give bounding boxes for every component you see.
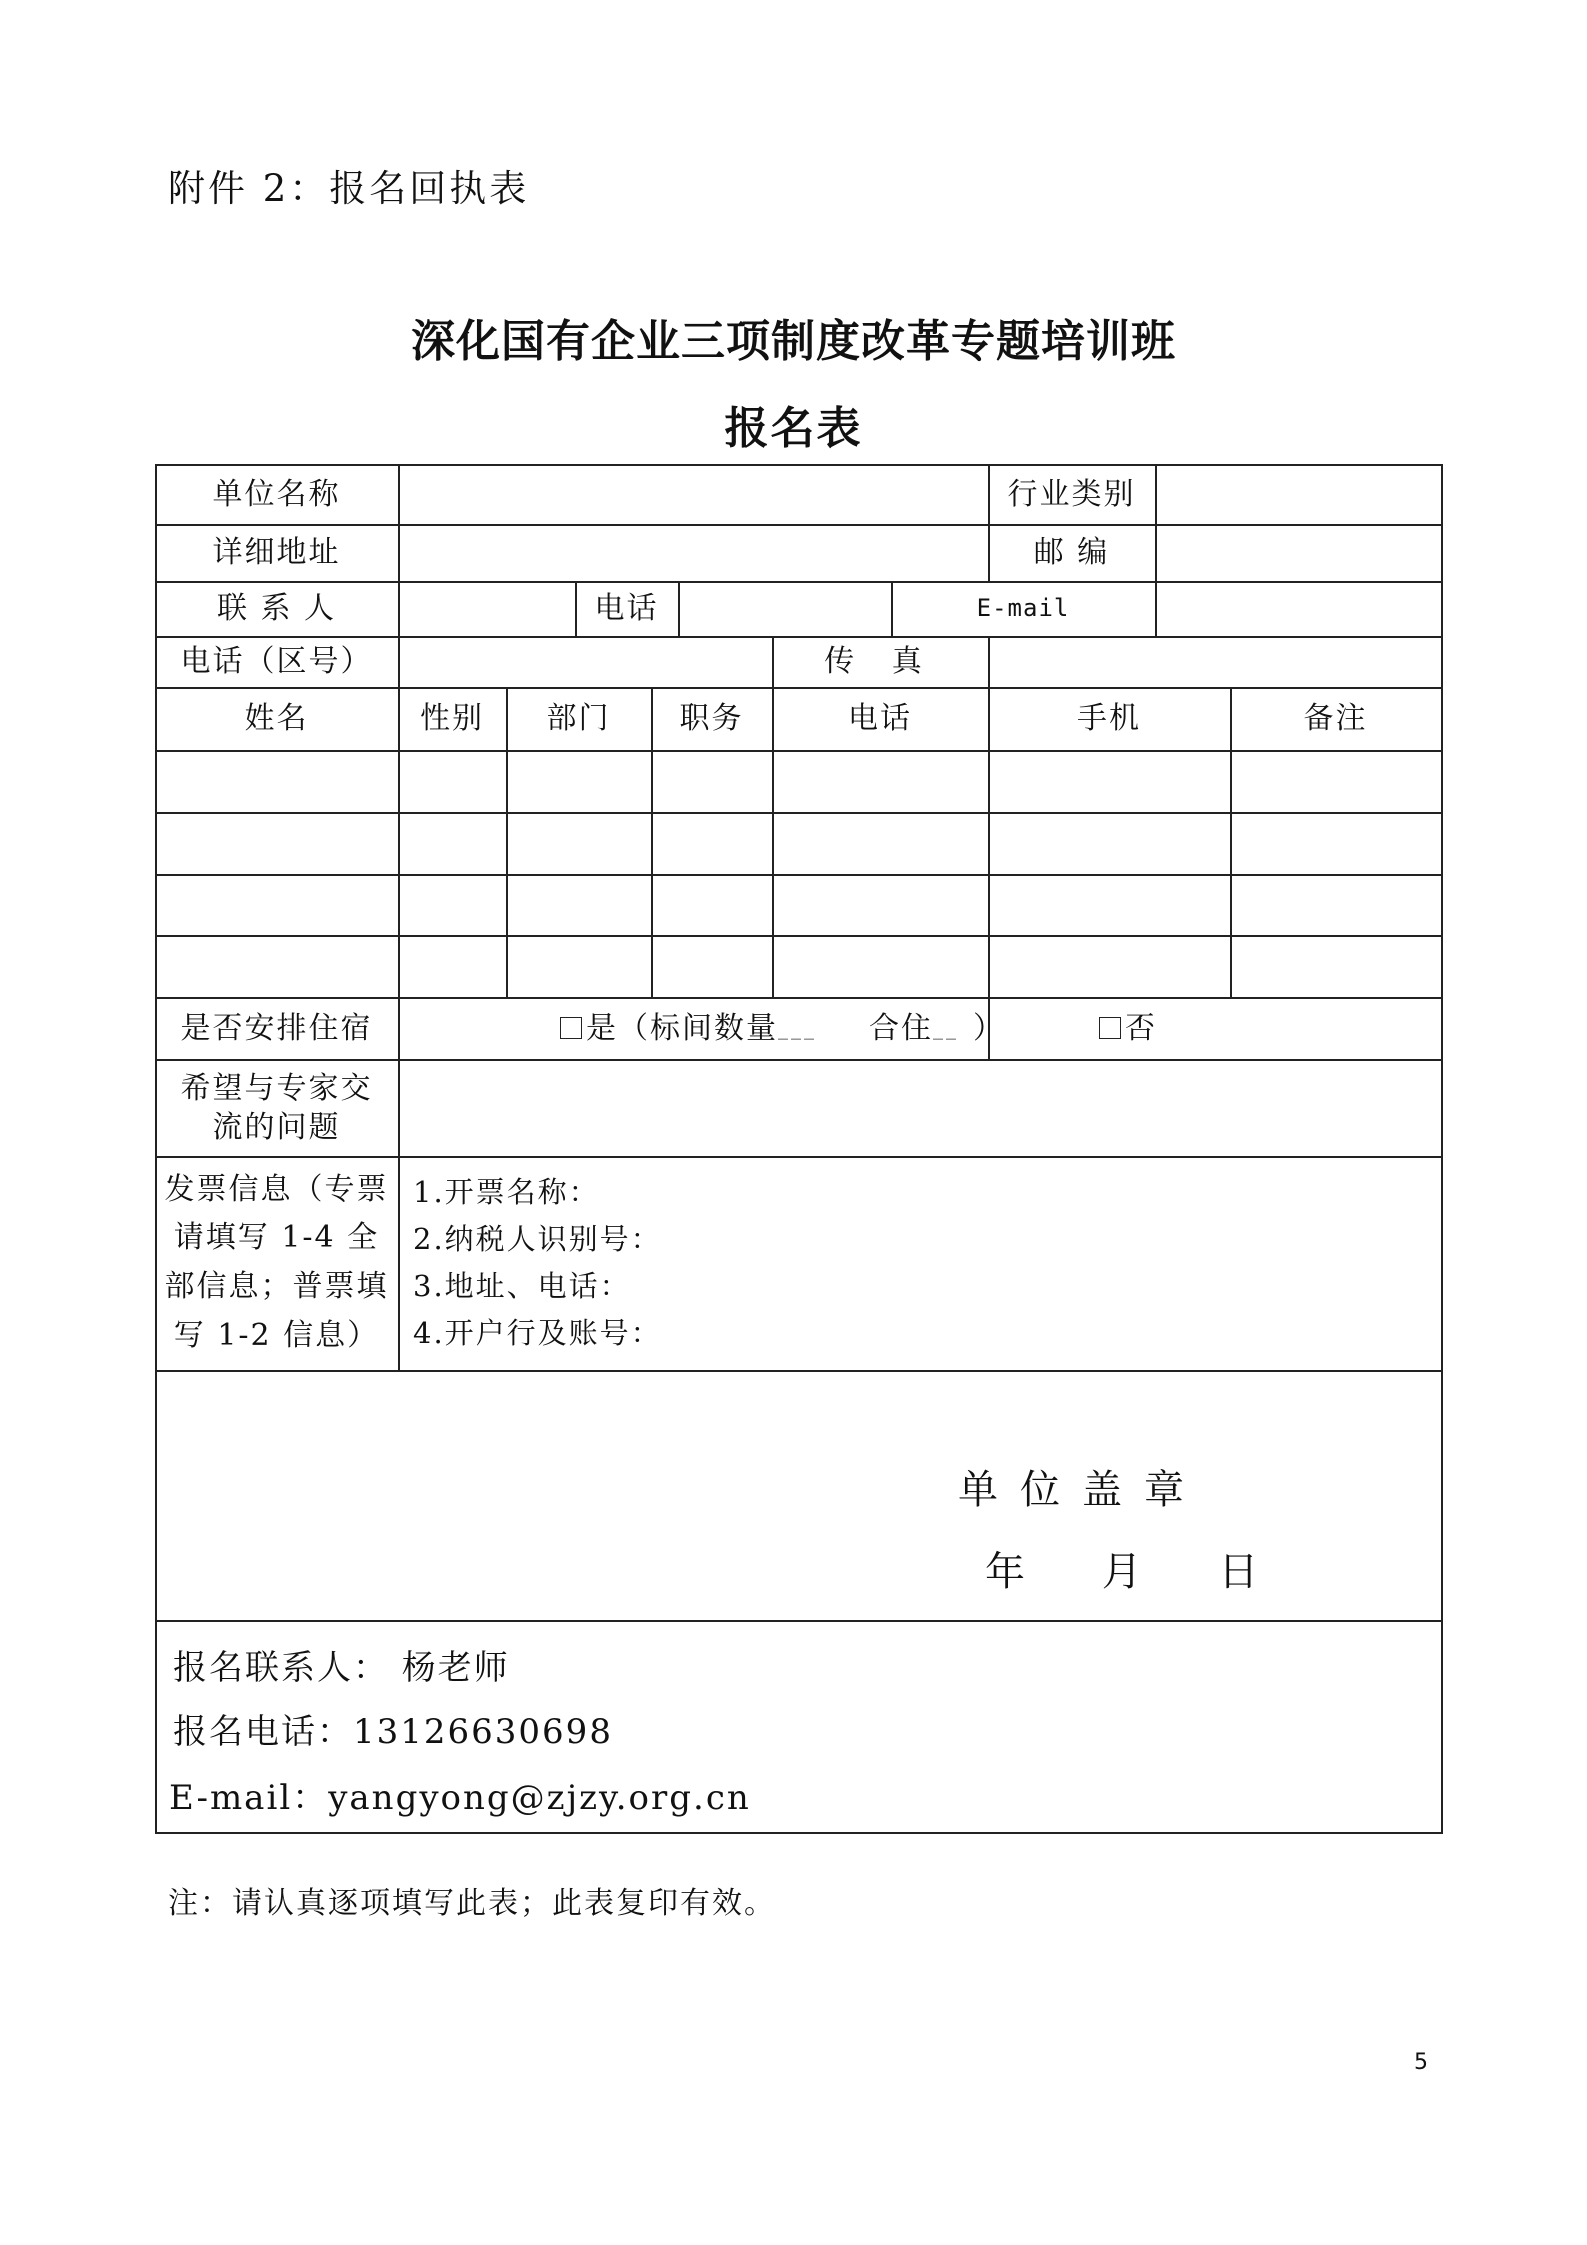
area-phone-field[interactable] [398,636,772,687]
address-field[interactable] [398,524,988,581]
email-field[interactable] [1155,581,1441,636]
invoice-label [155,1156,398,1370]
col-phone: 电话 [848,701,912,736]
industry-label: 行业类别 [1007,476,1136,512]
unit-name-field[interactable] [398,464,988,524]
rule [155,1620,1443,1622]
rule [155,1832,1443,1834]
contact-field[interactable] [398,581,575,636]
rule [155,1370,1443,1372]
questions-label-line: 流的问题 [212,1109,341,1145]
invoice-item[interactable]: 2.纳税人识别号： [413,1222,662,1257]
form-title: 深化国有企业三项制度改革专题培训班 [411,316,1176,367]
rule [155,750,1443,752]
email-label: E-mail [976,593,1070,622]
lodging-close-paren: ） [973,1010,1005,1046]
registration-contact: 报名联系人： 杨老师 [173,1648,510,1688]
invoice-item[interactable]: 4.开户行及账号： [413,1315,662,1350]
postcode-field[interactable] [1155,524,1441,581]
unit-name-label: 单位名称 [212,476,341,512]
questions-label [155,1059,398,1156]
form-subtitle: 报名表 [724,403,863,454]
industry-field[interactable] [1155,464,1441,524]
contact-label: 联 系 人 [216,591,337,626]
col-name: 姓名 [244,701,309,736]
questions-field[interactable] [398,1059,1441,1156]
lodging-yes-label: 是（标间数量 [586,1010,778,1046]
fax-label: 传 真 [824,644,936,679]
lodging-options [560,997,1440,1059]
seal-date: 年 月 日 [985,1549,1281,1595]
rule [1441,464,1443,1834]
rule [155,812,1443,814]
col-remarks: 备注 [1303,701,1368,736]
lodging-yes-checkbox[interactable] [560,1017,582,1039]
page-number: 5 [1414,2050,1428,2075]
col-mobile: 手机 [1077,701,1141,736]
footnote: 注：请认真逐项填写此表；此表复印有效。 [168,1886,776,1921]
phone-field[interactable] [678,581,891,636]
unit-seal-label: 单位盖章 [958,1467,1206,1513]
area-phone-label: 电话（区号） [180,644,373,679]
invoice-item[interactable]: 1.开票名称： [413,1175,600,1210]
lodging-no-label: 否 [1125,1010,1157,1046]
rule [155,935,1443,937]
lodging-rooms-blank[interactable]: ___ [778,1016,817,1040]
address-label: 详细地址 [212,535,341,570]
questions-label-line: 希望与专家交 [180,1070,373,1106]
invoice-label-line: 写 1-2 信息） [173,1317,380,1353]
col-position: 职务 [679,701,744,736]
lodging-label: 是否安排住宿 [180,1010,373,1046]
attachment-label: 附件 2：报名回执表 [168,167,530,210]
invoice-item[interactable]: 3.地址、电话： [413,1269,631,1303]
invoice-label-line: 发票信息（专票 [164,1171,389,1207]
fax-field[interactable] [988,636,1441,687]
lodging-shared-blank[interactable]: __ [933,1016,959,1040]
postcode-label: 邮 编 [1033,535,1110,570]
registration-form [155,464,1443,1834]
lodging-shared-label: 合住 [869,1010,933,1046]
col-department: 部门 [546,701,611,736]
registration-email: E-mail：yangyong@zjzy.org.cn [169,1778,751,1818]
lodging-no-checkbox[interactable] [1099,1017,1121,1039]
registration-phone: 报名电话：13126630698 [173,1712,613,1752]
col-gender: 性别 [420,701,484,736]
rule [155,874,1443,876]
invoice-label-line: 请填写 1-4 全 [173,1220,380,1256]
invoice-fields [413,1156,1433,1370]
phone-label: 电话 [594,591,659,626]
invoice-label-line: 部信息；普票填 [164,1269,389,1304]
